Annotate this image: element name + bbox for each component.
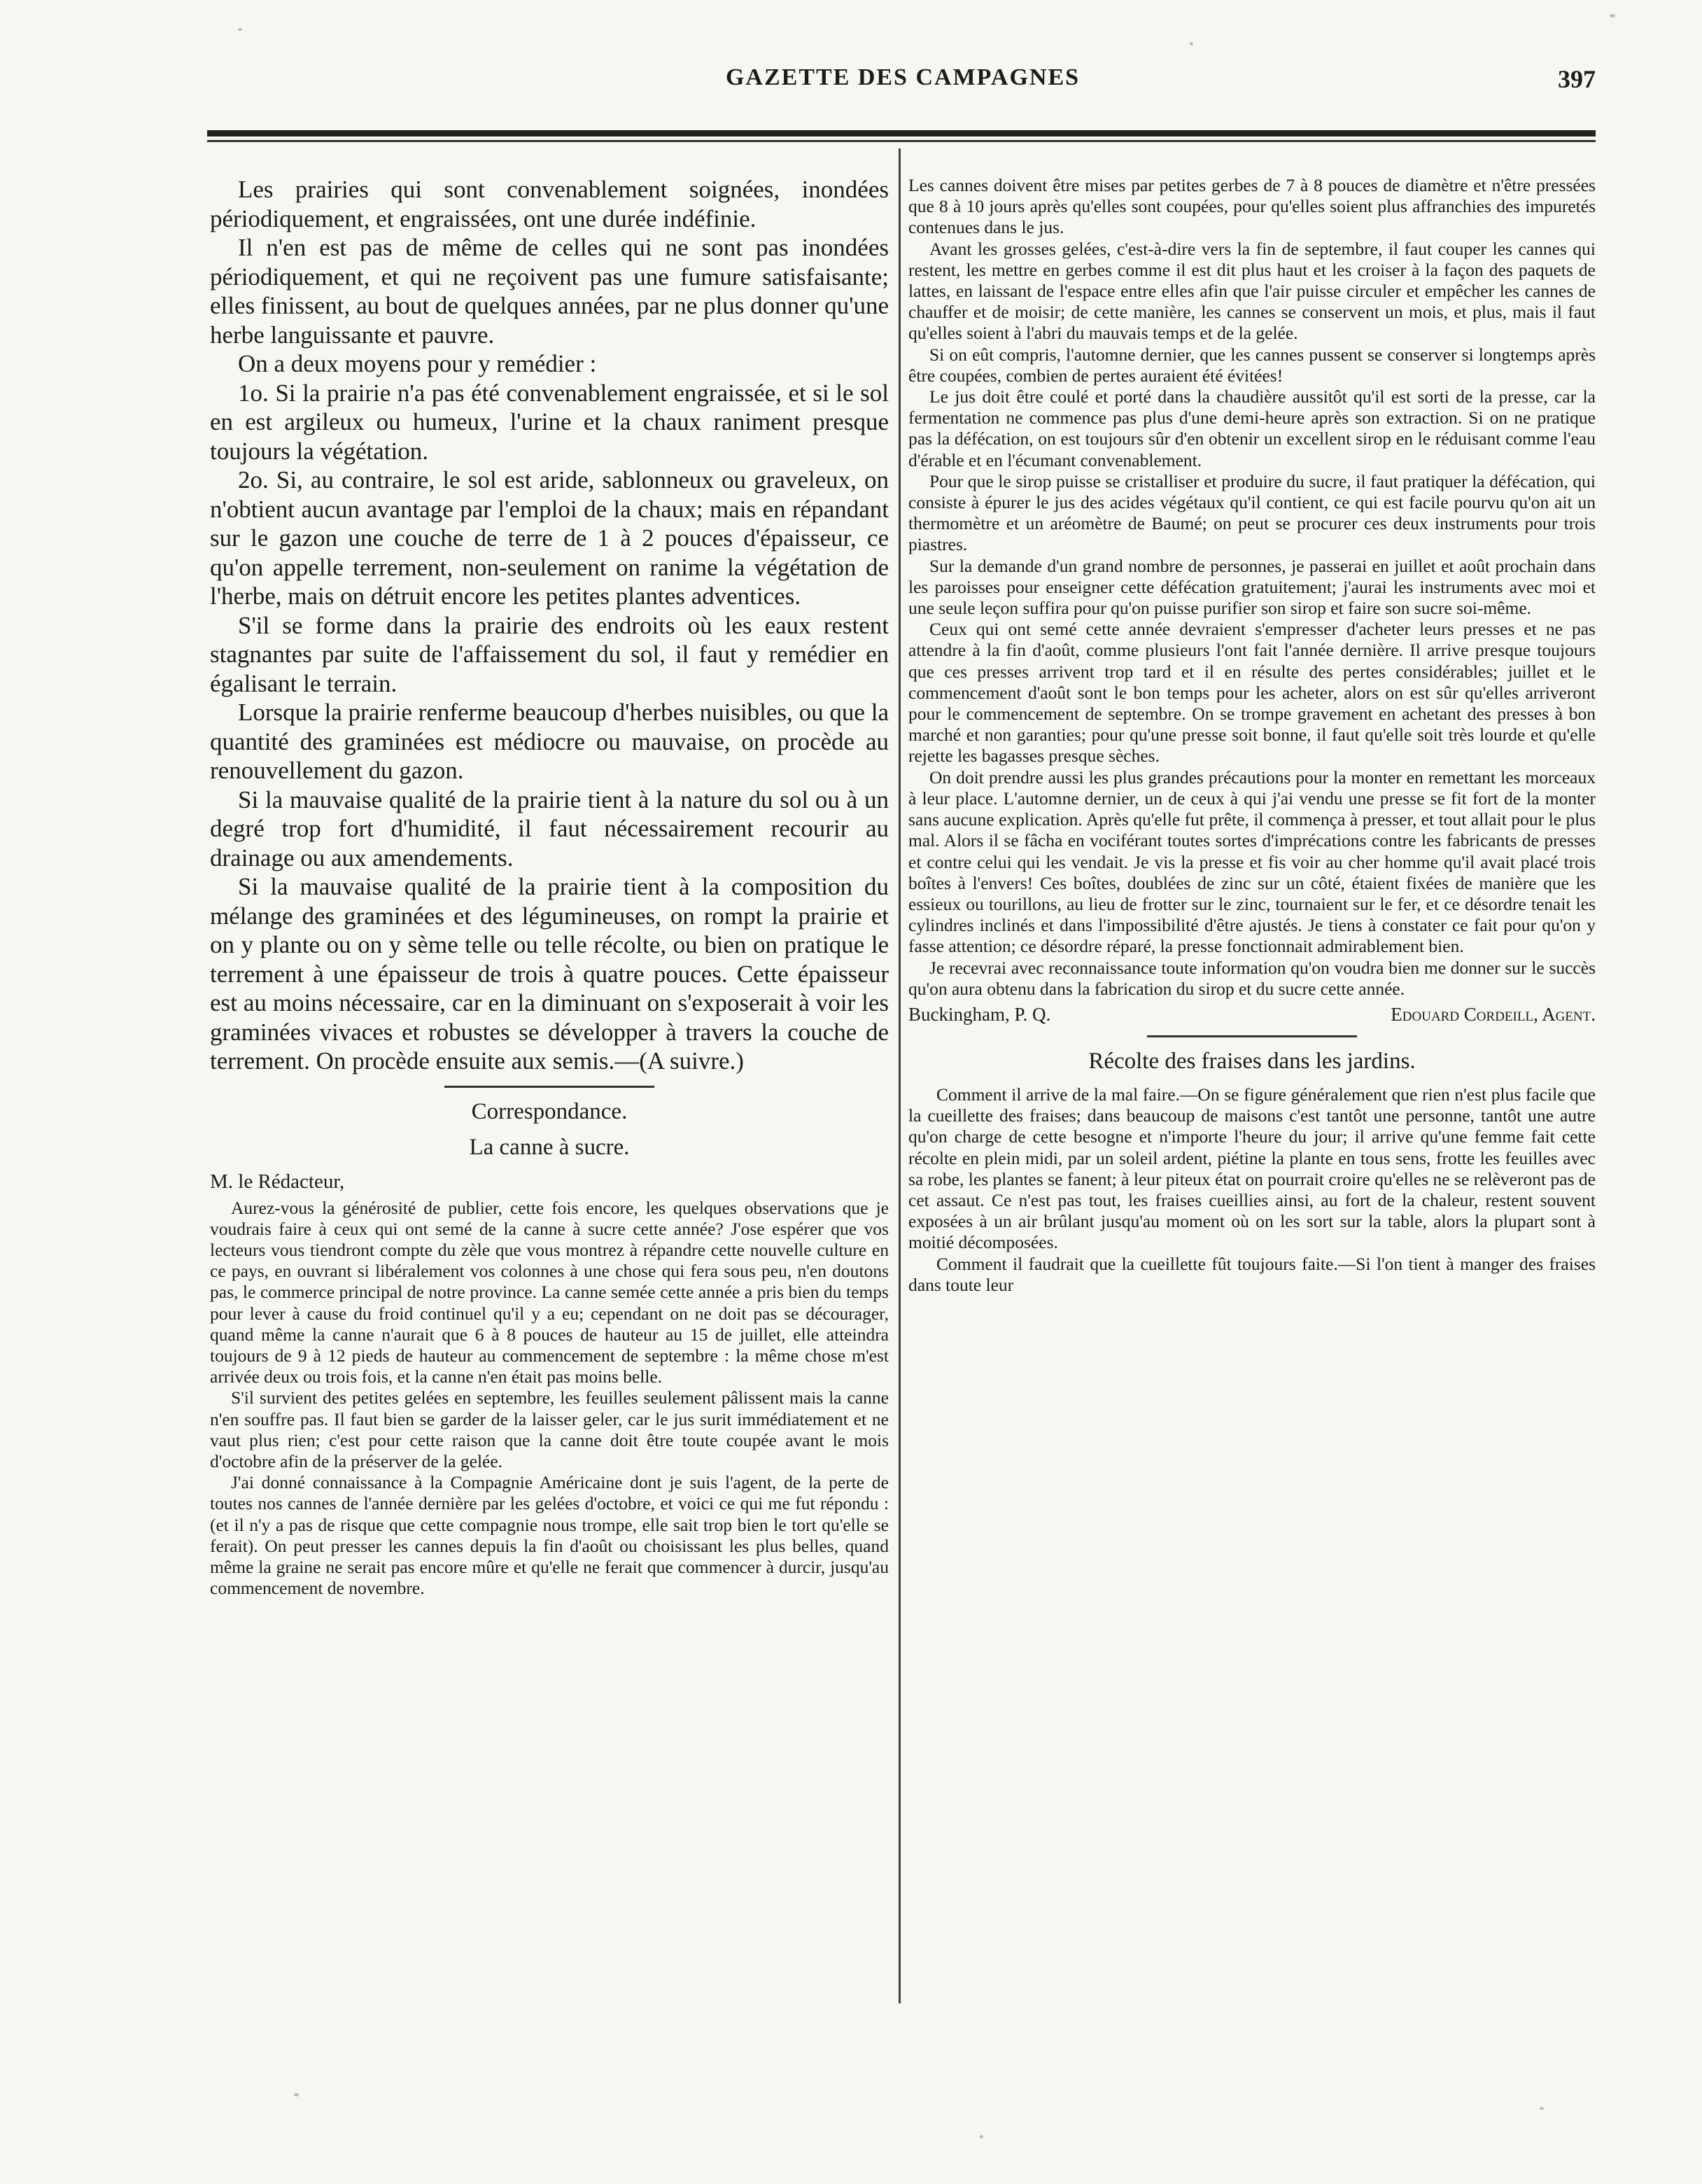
letter-paragraph: Je recevrai avec reconnaissance toute information qu'on voudra bien me donner sur le succès qu'on aura obtenu dans la fabrication du sirop et du sucre cette année. — [908, 957, 1596, 999]
letter-paragraph: On doit prendre aussi les plus grandes précautions pour la monter en remettant les morceaux à leur place. L'automne dernier, un de ceux à qui j'ai vendu une presse se fit fort de la monter sans aucune explication. Après qu'elle fut prête, il commença à presser, et tout allait pour le plus mal. Alors il se fâcha en vociférant toutes sortes d'imprécations contre les fabricants de presses et contre celui qui les vendait. Je vis la presse et fis voir au cher homme qu'il avait placé trois boîtes à l'envers! Ces boîtes, doublées de zinc sur un côté, étaient fixées de manière que les essieux ou tourillons, au lieu de frotter sur le zinc, tournaient sur le fer, et ce désordre tenait les cylindres inclinés et dans l'impossibilité d'être ajustés. Je tiens à constater ce fait pour qu'on y fasse attention; ce désordre réparé, la presse fonctionnait admirablement bien. — [908, 766, 1596, 957]
letter-signature — [908, 1004, 1596, 1026]
newspaper-title: GAZETTE DES CAMPAGNES — [725, 64, 1081, 90]
section-heading: Correspondance. — [471, 1098, 628, 1124]
letter-paragraph: Aurez-vous la générosité de publier, cette fois encore, les quelques observations que je voudrais faire à ceux qui ont semé de la canne à sucre cette année? J'ose espérer que vos lecteurs vous tiendront compte du zèle que vous montrez à répandre cette nouvelle culture en ce pays, en ouvrant si libéralement vos colonnes à une chose qui fera sous peu, n'en doutons pas, le commerce principal de notre province. La canne semée cette année a pris bien du temps pour lever à cause du froid continuel qu'il y a eu; cependant on ne doit pas se décourager, quand même la canne n'aurait que 6 à 8 pouces de hauteur au 15 de juillet, elle atteindra toujours de 9 à 12 pieds de hauteur au commencement de septembre : la même chose m'est arrivée deux ou trois fois, et la canne n'en était pas moins belle. — [210, 1197, 889, 1387]
letter-paragraph: Sur la demande d'un grand nombre de personnes, je passerai en juillet et août prochain dans les paroisses pour enseigner cette défécation gratuitement; j'aurai les instruments avec moi et une seule leçon suffira pour qu'on puisse purifier son sirop et faire son sucre soi-même. — [908, 555, 1596, 619]
article-paragraph: Lorsque la prairie renferme beaucoup d'herbes nuisibles, ou que la quantité des graminées est médiocre ou mauvaise, on procède au renouvellement du gazon. — [210, 699, 889, 784]
signature-place: Buckingham, P. Q. — [908, 1003, 1051, 1025]
scan-speck — [1190, 42, 1193, 46]
column-divider — [899, 148, 901, 2003]
section-separator — [444, 1086, 654, 1088]
article-paragraph: S'il se forme dans la prairie des endroits où les eaux restent stagnantes par suite de l'affaissement du sol, il faut y remédier en égalisant le terrain. — [210, 611, 889, 697]
scan-speck — [980, 2135, 983, 2138]
right-column — [908, 175, 1596, 1296]
page-header — [210, 64, 1596, 106]
meadow-article — [210, 175, 889, 1076]
article-paragraph: Comment il arrive de la mal faire.—On se figure généralement que rien n'est plus facile que la cueillette des fraises; dans beaucoup de maisons c'est tantôt une personne, tantôt une autre qu'on charge de cette besogne et n'importe l'heure du jour; il arrive qu'une femme fait cette récolte en plein midi, par un soleil ardent, piétine la plante en tous sens, frotte les feuilles avec sa robe, les plantes se fanent; à leur piteux état on pourrait croire qu'elles ne se relèveront pas de cet assaut. Ce n'est pas tout, les fraises cueillies ainsi, au fort de la chaleur, restent souvent exposées à un air brûlant jusqu'au moment où on les sort sur la table, alors la plupart sont à moitié décomposées. — [908, 1084, 1596, 1253]
letter-paragraph: S'il survient des petites gelées en septembre, les feuilles seulement pâlissent mais la canne n'en souffre pas. Il faut bien se garder de la laisser geler, car le jus surit immédiatement et ne vaut plus rien; c'est pour cette raison que la canne doit être toute coupée avant le mois d'octobre afin de la préserver de la gelée. — [210, 1387, 889, 1471]
article-paragraph: On a deux moyens pour y remédier : — [238, 350, 597, 377]
letter-paragraph: Ceux qui ont semé cette année devraient s'empresser d'acheter leurs presses et ne pas attendre à la fin d'août, comme plusieurs l'ont fait l'année dernière. Il arrive presque toujours que ces presses arrivent trop tard et il en résulte des pertes considérables; juillet et le commencement d'août sont le bon temps pour les acheter, alors on est sûr qu'elles arriveront pour le commencement de septembre. On se trompe gravement en achetant des presses à bon marché et non garanties; pour qu'une presse soit bonne, il faut qu'elle soit très lourde et qu'elle rejette les bagasses presque sèches. — [908, 619, 1596, 766]
scan-speck — [238, 28, 242, 31]
salutation: M. le Rédacteur, — [210, 1170, 345, 1193]
letter-body-left — [210, 1198, 889, 1600]
article-paragraph: Si la mauvaise qualité de la prairie tient à la nature du sol ou à un degré trop fort d'humidité, il faut nécessairement recourir au drainage ou aux amendements. — [210, 785, 889, 872]
strawberry-heading: Récolte des fraises dans les jardins. — [1088, 1048, 1416, 1074]
scan-speck — [1540, 2107, 1544, 2110]
article-paragraph: Il n'en est pas de même de celles qui ne sont pas inondées périodiquement, et qui ne reçoivent pas une fumure satisfaisante; elles finissent, au bout de quelques années, par ne plus donner qu'une herbe languissante et pauvre. — [210, 234, 889, 349]
article-paragraph: 2o. Si, au contraire, le sol est aride, sablonneux ou graveleux, on n'obtient aucun avantage par l'emploi de la chaux; mais en répandant sur le gazon une couche de terre de 1 à 2 pouces d'épaisseur, ce qu'on appelle terrement, non-seulement on ranime la végétation de l'herbe, mais on détruit encore les petites plantes adventices. — [210, 466, 889, 610]
letter-paragraph: Si on eût compris, l'automne dernier, que les cannes pussent se conserver si longtemps après être coupées, combien de pertes auraient été évitées! — [908, 344, 1596, 386]
left-column — [210, 175, 889, 1599]
letter-paragraph: Le jus doit être coulé et porté dans la chaudière aussitôt qu'il est sorti de la presse, car la fermentation ne commence pas plus d'une demi-heure après son extraction. Si on ne pratique pas la défécation, on est toujours sûr d'en obtenir un excellent sirop en le réduisant comme l'eau d'érable et en l'écumant convenablement. — [908, 386, 1596, 470]
section-separator — [1147, 1035, 1357, 1037]
article-paragraph: Si la mauvaise qualité de la prairie tient à la composition du mélange des graminées et des légumineuses, on rompt la prairie et on y plante ou on y sème telle ou telle récolte, ou bien on pratique le terrement à une épaisseur de trois à quatre pouces. Cette épaisseur est au moins nécessaire, car en la diminuant on s'exposerait à voir les graminées vivaces et robustes se développer à travers la couche de terrement. On procède ensuite aux semis.—(A suivre.) — [210, 873, 889, 1074]
article-paragraph: Comment il faudrait que la cueillette fût toujours faite.—Si l'on tient à manger des fraises dans toute leur — [908, 1253, 1596, 1295]
letter-heading: La canne à sucre. — [469, 1134, 630, 1160]
signature-name: Edouard Cordeill, Agent. — [1391, 1003, 1596, 1025]
page-number: 397 — [1558, 65, 1596, 93]
strawberry-article — [908, 1084, 1596, 1296]
letter-paragraph: J'ai donné connaissance à la Compagnie Américaine dont je suis l'agent, de la perte de toutes nos cannes de l'année dernière par les gelées d'octobre, et voici ce qui me fut répondu : (et il n'y a pas de risque que cette compagnie nous trompe, elle sait trop bien le tort qu'elle se ferait). On peut presser les cannes depuis la fin d'août ou choisissant les plus belles, quand même la graine ne serait pas encore mûre et qu'elle ne ferait que commencer à durcir, jusqu'au commencement de novembre. — [210, 1472, 889, 1599]
scan-speck — [294, 2093, 299, 2096]
letter-paragraph: Pour que le sirop puisse se cristalliser et produire du sucre, il faut pratiquer la défécation, qui consiste à épurer le jus des acides végétaux qu'il contient, ce qui est facile pourvu qu'on ait un thermomètre et un aréomètre de Baumé; on peut se procurer ces deux instruments pour trois piastres. — [908, 470, 1596, 555]
article-paragraph: 1o. Si la prairie n'a pas été convenablement engraissée, et si le sol en est argileux ou humeux, l'urine et la chaux raniment presque toujours la végétation. — [210, 379, 889, 465]
header-rule — [207, 130, 1596, 136]
header-rule-thin — [207, 140, 1596, 142]
article-paragraph: Les prairies qui sont convenablement soignées, inondées périodiquement, et engraissées, ont une durée indéfinie. — [210, 176, 889, 232]
scan-speck — [1610, 14, 1615, 18]
letter-paragraph: Avant les grosses gelées, c'est-à-dire vers la fin de septembre, il faut couper les cannes qui restent, les mettre en gerbes comme il est dit plus haut et les croiser à la façon des paquets de lattes, en laissant de l'espace entre elles afin que l'air puisse circuler et empêcher les cannes de chauffer et de moisir; de cette manière, les cannes se conservent un mois, et plus, mais il faut qu'elles soient à l'abri du mauvais temps et de la gelée. — [908, 238, 1596, 344]
letter-paragraph: Les cannes doivent être mises par petites gerbes de 7 à 8 pouces de diamètre et n'être pressées que 8 à 10 jours après qu'elles sont coupées, pour qu'elles soient plus affranchies des impuretés contenues dans le jus. — [908, 175, 1596, 238]
